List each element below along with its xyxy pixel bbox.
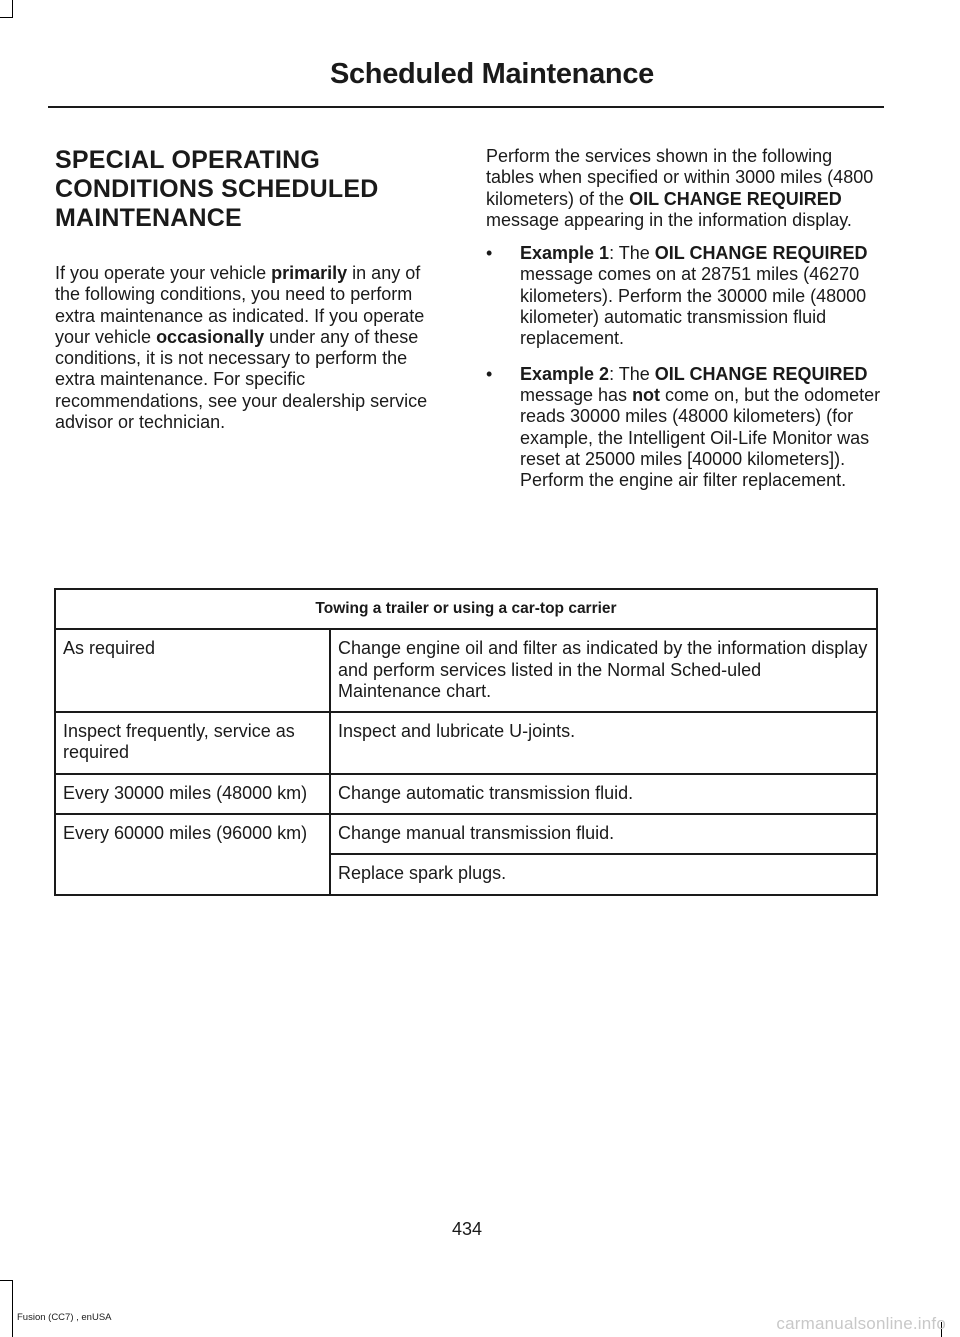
heading-line-1: SPECIAL OPERATING [55, 146, 321, 174]
interval-cell: Every 60000 miles (96000 km) [55, 814, 330, 895]
example-1-item [486, 243, 884, 349]
example-2-not: not [632, 384, 661, 405]
header-divider [48, 106, 884, 108]
action-cell: Change manual transmission fluid. [330, 814, 877, 854]
examples-list [486, 243, 884, 491]
intro-text-1: If you operate your vehicle [55, 263, 272, 283]
perform-text-2: message appearing in the information display. [486, 209, 852, 230]
intro-text-2: in any of the following conditions, you need to perform extra maintenance as indicated. If you operate your vehicle [55, 263, 425, 347]
heading-line-3: MAINTENANCE [55, 204, 242, 232]
table-header-row [55, 589, 877, 629]
example-2-message: OIL CHANGE REQUIRED [654, 363, 868, 384]
table-row [55, 814, 877, 854]
heading-line-2: CONDITIONS SCHEDULED [55, 175, 379, 203]
perform-text-1: Perform the services shown in the following tables when specified or within 3000 miles (4800 kilometers) of the [486, 146, 874, 209]
example-1-message: OIL CHANGE REQUIRED [654, 243, 868, 264]
example-2-label: Example 2 [520, 363, 610, 384]
table-row [55, 629, 877, 712]
example-2-text-1: : The [609, 363, 655, 384]
perform-message: OIL CHANGE REQUIRED [629, 188, 842, 209]
interval-cell: Inspect frequently, service as required [55, 712, 330, 774]
right-column [486, 146, 884, 505]
action-cell: Inspect and lubricate U-joints. [330, 712, 877, 774]
crop-mark-bottom-left-vertical [12, 1280, 13, 1337]
intro-primarily: primarily [271, 263, 348, 283]
example-2-item [486, 364, 884, 492]
page-header-title: Scheduled Maintenance [329, 58, 654, 90]
example-1-text-2: message comes on at 28751 miles (46270 kilometers). Perform the 30000 mile (48000 kilometer) automatic transmission fluid replacement. [520, 264, 867, 349]
intro-occasionally: occasionally [156, 326, 265, 347]
action-cell: Change engine oil and filter as indicated by the information display and perform services listed in the Normal Sched-uled Maintenance chart. [330, 629, 877, 712]
bullet: • [486, 363, 493, 384]
bullet: • [486, 243, 493, 264]
section-heading [55, 146, 450, 233]
intro-paragraph [55, 263, 450, 433]
interval-cell: As required [55, 629, 330, 712]
footer-model-label: Fusion (CC7) , enUSA [17, 1312, 112, 1323]
perform-paragraph [486, 146, 884, 231]
crop-mark-top-left-horizontal [0, 17, 13, 18]
example-1-label: Example 1 [520, 243, 610, 264]
table-row [55, 712, 877, 774]
crop-mark-top-left-vertical [12, 0, 13, 18]
page-number: 434 [451, 1219, 483, 1239]
table-title: Towing a trailer or using a car-top carrier [55, 589, 877, 629]
intro-text-3: under any of these conditions, it is not necessary to perform the extra maintenance. For specific recommendations, see your dealership service advisor or technician. [55, 326, 428, 433]
action-cell: Change automatic transmission fluid. [330, 774, 877, 814]
interval-cell: Every 30000 miles (48000 km) [55, 774, 330, 814]
table-row [55, 774, 877, 814]
left-column [55, 146, 450, 433]
example-1-text-1: : The [609, 243, 655, 264]
example-2-text-3: come on, but the odometer reads 30000 miles (48000 kilometers) (for example, the Intelligent Oil-Life Monitor was reset at 25000 miles [40000 kilometers]). Perform the engine air filter replacement. [520, 384, 881, 491]
maintenance-table [54, 588, 878, 896]
watermark: carmanualsonline.info [776, 1314, 946, 1333]
example-2-text-2: message has [520, 384, 633, 405]
crop-mark-bottom-left-horizontal [0, 1280, 13, 1281]
action-cell: Replace spark plugs. [330, 854, 877, 894]
